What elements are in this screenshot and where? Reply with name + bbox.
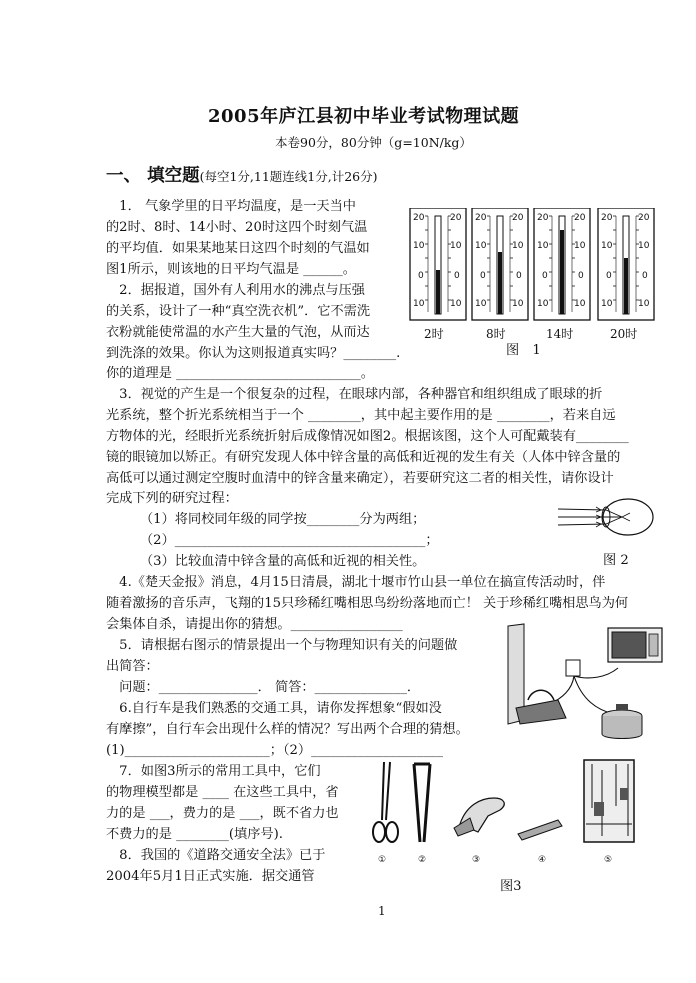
svg-text:10: 10 [537,299,549,309]
scissors-icon [373,762,398,842]
q5-line3: 问题：_______________． 简答：______________． [106,680,421,695]
q2-line1: 2．据报道，国外有人利用水的沸点与压强 [106,283,365,298]
thermometer-label-14h: 14时 [546,327,574,341]
q7-line3: 力的是 ___，费力的是 ___，既不省力也 [106,806,339,821]
svg-text:10: 10 [574,299,586,309]
tool-label-3: ③ [472,855,481,865]
svg-text:20: 20 [413,213,425,223]
q7-line4: 不费力的是 ________(填序号). [106,827,283,842]
section-note: (每空1分,11题连线1分,计26分) [199,169,378,184]
svg-text:10: 10 [638,299,650,309]
q1-line3: 的平均值．如果某地某日这四个时刻的气温如 [106,241,370,256]
q4-line2: 随着激扬的音乐声，飞翔的15只珍稀红嘴相思鸟纷纷落地而亡！ 关于珍稀红嘴相思鸟为何 [106,596,629,611]
q2-line3: 衣粉就能使常温的水产生大量的气泡，从而达 [106,325,370,340]
thermometers-graphic [408,208,660,336]
q8-line2: 2004年5月1日正式实施．据交通管 [106,869,315,884]
q2-line5: 你的道理是 ____________________________。 [106,366,374,381]
svg-text:10: 10 [638,241,650,251]
svg-text:0: 0 [606,271,612,281]
thermometer-20h [598,208,654,320]
tongs-icon [414,764,430,842]
q3-line6: 完成下列的研究过程： [106,491,238,506]
thermometer-8h [472,208,528,320]
q3-line1: 3．视觉的产生是一个很复杂的过程，在眼球内部，各种器官和组织组成了眼球的折 [106,387,603,402]
q5-line1: 5．请根据右图示的情景提出一个与物理知识有关的问题做 [106,638,458,653]
tool-label-1: ① [378,855,387,865]
q3-step2: （2）______________________________________； [140,533,439,548]
page-number: 1 [378,904,386,918]
q3-step3: （3）比较血清中锌含量的高低和近视的相关性。 [140,554,426,569]
q3-step1: （1）将同校同年级的同学按________分为两组； [140,512,426,527]
thermometer-2h [410,208,466,320]
q6-line3: (1)______________________；（2）____________________ [106,743,443,758]
svg-text:0: 0 [418,271,424,281]
svg-text:0: 0 [480,271,486,281]
svg-text:20: 20 [574,213,586,223]
figure-appliances [502,620,672,742]
eye-diagram [556,496,656,538]
q3-line4: 镜的眼镜加以矫正。有研究发现人体中锌含量的高低和近视的发生有关（人体中锌含量的 [106,450,621,465]
tools-drawing [370,758,640,870]
figure-2-caption: 图 2 [603,553,629,568]
hand-tool-icon [454,798,504,836]
svg-text:20: 20 [537,213,549,223]
svg-text:10: 10 [413,241,425,251]
svg-text:10: 10 [512,241,524,251]
svg-text:20: 20 [475,213,487,223]
svg-text:0: 0 [578,271,584,281]
q1-line4: 图1所示，则该地的日平均气温是 ______。 [106,262,356,277]
thermometer-14h [534,208,590,320]
svg-text:10: 10 [601,299,613,309]
bottle-opener-icon [518,820,562,840]
thermometer-label-2h: 2时 [424,327,444,341]
q6-line1: 6.自行车是我们熟悉的交通工具，请你发挥想象“假如没 [106,701,442,716]
svg-text:0: 0 [542,271,548,281]
thermometer-label-20h: 20时 [610,327,638,341]
tool-label-2: ② [418,855,427,865]
appliances-drawing [502,620,672,742]
svg-text:10: 10 [537,241,549,251]
svg-text:10: 10 [450,241,462,251]
page-title: 2005年庐江县初中毕业考试物理试题 [208,106,520,127]
q2-line4: 到洗涤的效果。你认为这则报道真实吗？________. [106,346,401,361]
svg-text:10: 10 [413,299,425,309]
thermometer-label-8h: 8时 [486,327,506,341]
svg-text:20: 20 [450,213,462,223]
q3-line2: 光系统，整个折光系统相当于一个 ________，其中起主要作用的是 ________，若来自远 [106,408,616,423]
page-subtitle: 本卷90分，80分钟（g=10N/kg） [275,135,472,150]
q4-line3: 会集体自杀，请提出你的猜想。_________________ [106,617,403,632]
figure-2-eye [556,496,656,538]
svg-text:10: 10 [512,299,524,309]
figure-1-caption: 图 1 [506,343,541,358]
figure-1-thermometers [408,208,660,348]
q5-line2: 出简答： [106,659,159,674]
tool-label-5: ⑤ [604,855,613,865]
svg-text:0: 0 [642,271,648,281]
svg-text:0: 0 [454,271,460,281]
q6-line2: 有摩擦”，自行车会出现什么样的情况？写出两个合理的猜想。 [106,722,469,737]
pulley-icon [584,760,634,842]
section-heading-text: 一、 填空题 [106,166,200,186]
svg-text:10: 10 [601,241,613,251]
svg-text:0: 0 [516,271,522,281]
q3-line5: 高低可以通过测定空腹时血清中的锌含量来确定），若要研究这二者的相关性，请你设计 [106,471,614,486]
tool-label-4: ④ [538,855,547,865]
svg-text:20: 20 [512,213,524,223]
q7-line2: 的物理模型都是 ____ 在这些工具中，省 [106,785,339,800]
figure-3-caption: 图3 [500,879,522,894]
svg-text:10: 10 [574,241,586,251]
svg-text:10: 10 [475,241,487,251]
q1-line1: 1． 气象学里的日平均温度，是一天当中 [106,199,356,214]
section-heading [106,162,378,187]
q1-line2: 的2时、8时、14小时、20时这四个时刻气温 [106,220,368,235]
svg-text:10: 10 [450,299,462,309]
q2-line2: 的关系，设计了一种“真空洗衣机”．它不需洗 [106,304,371,319]
svg-text:20: 20 [601,213,613,223]
svg-text:20: 20 [638,213,650,223]
q7-line1: 7．如图3所示的常用工具中，它们 [106,764,321,779]
q4-line1: 4.《楚天金报》消息，4月15日清晨，湖北十堰市竹山县一单位在搞宣传活动时，伴 [106,575,606,590]
q8-line1: 8．我国的《道路交通安全法》已于 [106,848,326,863]
figure-3-tools [370,758,640,870]
q3-line3: 方物体的光，经眼折光系统折射后成像情况如图2。根据该图，这个人可配戴装有________ [106,429,629,444]
svg-text:10: 10 [475,299,487,309]
